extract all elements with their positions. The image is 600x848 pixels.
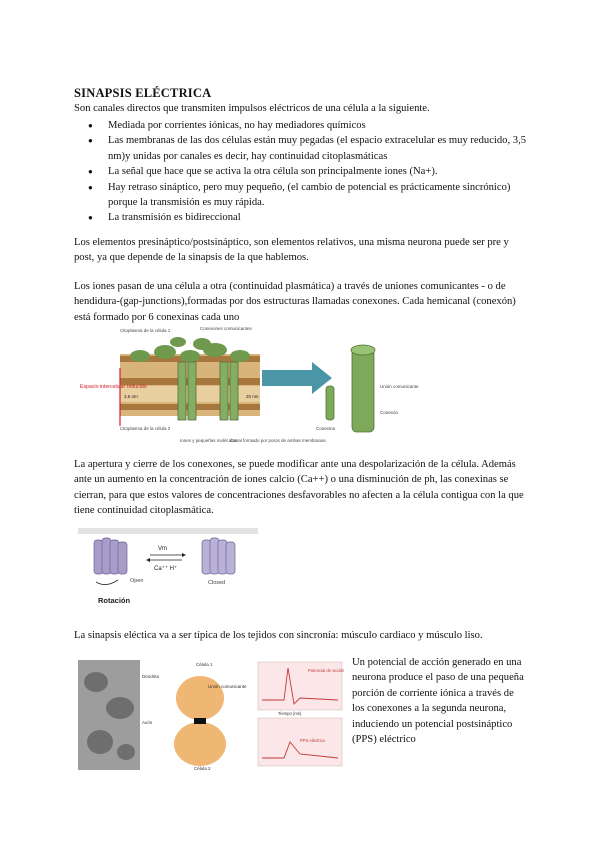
closed-label: Closed	[208, 580, 226, 586]
closed-connexon	[202, 538, 235, 574]
label-cell1: Citoplasma de la célula 1	[120, 328, 171, 333]
bullet-item: ● La señal que hace que se activa la otra célula son principalmente iones (Na+).	[74, 164, 526, 179]
arrowhead-icon	[146, 558, 150, 562]
ions-paragraph: Los iones pasan de una célula a otra (continuidad plasmática) a través de uniones comunicantes - o de hendidura-(gap-junctions),formadas por dos estructuras llamadas conexones. Cada hemicanal (conexón) está formado por 6 conexinas cada uno	[74, 281, 516, 323]
caption-bar	[78, 528, 258, 534]
elements-paragraph: Los elementos presináptico/postsináptico, son elementos relativos, una misma neurona puede ser pre y post, ya que depende de la sinapsis de la que hablemos.	[74, 237, 509, 264]
cell2-body	[174, 722, 226, 766]
neuron-diagram	[78, 660, 344, 772]
vm-label: Vm	[158, 546, 167, 552]
rotation-label: Rotación	[98, 596, 131, 605]
section-title: SINAPSIS ELÉCTRICA	[74, 86, 212, 100]
label-junction: Unión comunicante	[380, 384, 419, 389]
intro-paragraph: Son canales directos que transmiten impulsos eléctricos de una célula a la siguiente.	[74, 103, 430, 114]
dendrite-label: Dendrita	[142, 674, 160, 679]
neuron-figure	[78, 660, 344, 772]
bullet-item: ● Mediada por corrientes iónicas, no hay mediadores químicos	[74, 118, 526, 133]
label-space: Espacio intercelular reducido	[80, 384, 147, 390]
time-label: Tiempo (ms)	[278, 711, 302, 716]
open-label: Open	[130, 578, 144, 584]
gap-junction-mark	[194, 718, 206, 724]
label-35nm: 3,5 nm	[124, 394, 138, 399]
cell1-label: Célula 1	[196, 662, 213, 667]
potential-paragraph: Un potencial de acción generado en una neurona produce el paso de una pequeña porción de corriente iónica a través de los conexones a la segunda neurona, induciendo un potencial postsináptico (PPS) eléctrico	[352, 657, 524, 746]
bullet-list	[74, 118, 526, 226]
gap-label: Unión comunicante	[208, 684, 247, 689]
axon-label: Axón	[142, 720, 153, 725]
label-connexin: Conexina	[316, 426, 336, 431]
arrow-icon	[262, 362, 332, 394]
open-connexon	[94, 538, 127, 574]
label-channel: Canal formado por poros de ambas membranas	[230, 438, 326, 443]
opening-paragraph: La apertura y cierre de los conexones, se puede modificar ante una despolarización de la célula. Además ante un aumento en la concentración de iones calcio (Ca++) o una disminución de ph, las conexinas se cierran, para que estos valores de concentraciones desfavorables no afecten a la célula contigua con la que tiene continuidad citoplasmática.	[74, 459, 524, 517]
label-ions: Iones y pequeñas moléculas	[180, 438, 238, 443]
ions-label: Ca⁺⁺ H⁺	[154, 566, 178, 572]
rotation-figure	[78, 528, 258, 612]
cell1-body	[176, 676, 224, 720]
cell2-label: Célula 2	[194, 766, 211, 771]
bullet-item: ● Las membranas de las dos células están muy pegadas (el espacio extracelular es muy reducido, 3,5 nm)y unidas por canales es decir, hay continuidad citoplasmáticas	[74, 133, 526, 164]
pa-label: Potencial de acción	[308, 668, 344, 673]
gap-junction-diagram	[80, 326, 436, 448]
bullet-item: ● La transmisión es bidireccional	[74, 210, 526, 225]
bullet-item: ● Hay retraso sináptico, pero muy pequeño, (el cambio de potencial es prácticamente sincrónico) porque la transmisión es muy rápida.	[74, 180, 526, 211]
label-connexons: Conexones comunicantes	[200, 326, 252, 331]
typical-paragraph: La sinapsis eléctica va a ser típica de los tejidos con sincronía: músculo cardiaco y músculo liso.	[74, 630, 483, 641]
label-20nm: 20 nm	[246, 394, 259, 399]
rotation-diagram	[78, 528, 258, 612]
pps-label: PPS eléctrico	[300, 738, 326, 743]
label-connexon: Conexón	[380, 410, 399, 415]
rotation-arrow-icon	[96, 580, 118, 585]
connexon-cylinder	[326, 345, 375, 432]
connexon-blobs	[130, 337, 250, 362]
arrowhead-icon	[182, 553, 186, 557]
label-cell2: Citoplasma de la célula 2	[120, 426, 171, 431]
gap-junction-figure	[80, 326, 436, 448]
